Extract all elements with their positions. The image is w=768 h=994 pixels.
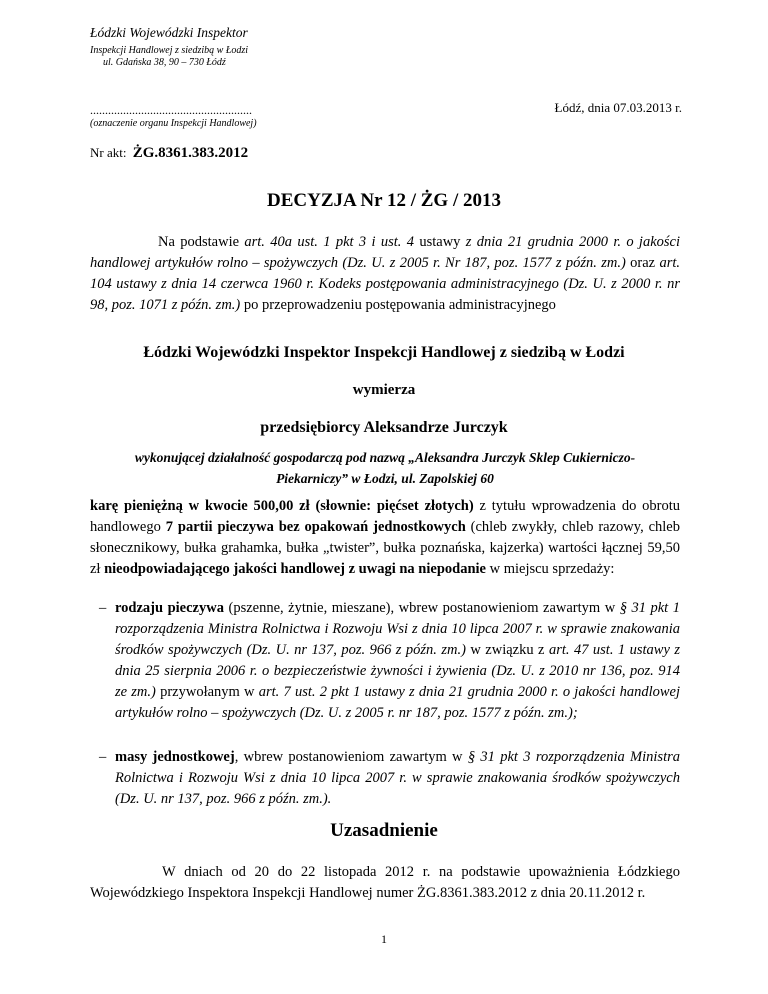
basis-ref-3: art. 104 ustawy z dnia 14 czerwca 1960 r. Kodeks postępowania administracyjnego (Dz. U. z 2000 r. nr 98, poz. 1071 z późn. zm.) <box>90 255 680 313</box>
basis-ref-2: z dnia 21 grudnia 2000 r. o jakości handlowej artykułów rolno – spożywczych (Dz. U. z 2005 r. Nr 187, poz. 1577 z późn. zm.) <box>90 234 680 271</box>
place-date: Łódź, dnia 07.03.2013 r. <box>554 100 682 115</box>
page-number: 1 <box>381 932 387 946</box>
case-number-value: ŻG.8361.383.2012 <box>132 145 249 161</box>
dash-marker: – <box>99 749 107 765</box>
imposes-heading: wymierza <box>352 382 416 398</box>
case-number <box>90 145 248 162</box>
inspector-heading: Łódzki Wojewódzki Inspektor Inspekcji Handlowej z siedzibą w Łodzi <box>143 344 625 361</box>
justification-paragraph: W dniach od 20 do 22 listopada 2012 r. na podstawie upoważnienia Łódzkiego Wojewódzkiego Inspektora Inspekcji Handlowej numer ŻG.8361.383.2012 z dnia 20.11.2012 r. <box>90 864 680 901</box>
legal-basis-paragraph <box>90 232 680 316</box>
justification-heading: Uzasadnienie <box>330 820 438 841</box>
basis-text-3: oraz <box>625 255 660 271</box>
bullet1-ref-1: § 31 pkt 1 rozporządzenia Ministra Rolnictwa i Rozwoju Wsi z dnia 10 lipca 2007 r. w sprawie znakowania środków spożywczych (Dz. U. nr 137, poz. 966 z późn. zm.) <box>115 600 680 658</box>
basis-text-2: ustawy <box>414 234 466 250</box>
bullet2-bold: masy jednostkowej <box>115 749 235 765</box>
bullet1-bold: rodzaju pieczywa <box>115 600 224 616</box>
bullet1-text-2: w związku z <box>465 642 549 658</box>
entrepreneur-heading: przedsiębiorcy Aleksandrze Jurczyk <box>260 419 508 436</box>
penalty-text-1: z tytułu wprowadzenia do obrotu handlowego <box>90 498 680 535</box>
penalty-reason: nieodpowiadającego jakości handlowej z uwagi na niepodanie <box>104 561 486 577</box>
list-item-text <box>115 747 680 810</box>
bullet1-text-3: przywołanym w <box>155 684 259 700</box>
decision-title: DECYZJA Nr 12 / ŻG / 2013 <box>266 190 501 211</box>
business-description: wykonującej działalność gospodarczą pod nazwą „Aleksandra Jurczyk Sklep Cukierniczo-Piekarniczy” w Łodzi, ul. Zapolskiej 60 <box>134 450 636 486</box>
organ-note: (oznaczenie organu Inspekcji Handlowej) <box>90 118 257 129</box>
case-number-label: Nr akt: <box>90 145 127 160</box>
organ-address: ul. Gdańska 38, 90 – 730 Łódź <box>103 57 226 68</box>
penalty-batches: 7 partii pieczywa bez opakowań jednostkowych <box>165 519 466 535</box>
dash-marker: – <box>99 600 107 616</box>
bullet2-text-1: , wbrew postanowieniom zawartym w <box>234 749 468 765</box>
bullet1-ref-2: art. 47 ust. 1 ustawy z dnia 25 sierpnia 2006 r. o bezpieczeństwie żywności i żywienia (Dz. U. z 2010 nr 136, poz. 914 ze zm.) <box>115 642 680 700</box>
penalty-text-3: w miejscu sprzedaży: <box>485 561 615 577</box>
list-item <box>90 598 680 724</box>
organ-dotted-line: ...................................................... <box>90 103 252 117</box>
bullet1-text-1: (pszenne, żytnie, mieszane), wbrew postanowieniom zawartym w <box>223 600 620 616</box>
list-item-text <box>115 598 680 724</box>
bullet2-ref-1: § 31 pkt 3 rozporządzenia Ministra Rolnictwa i Rozwoju Wsi z dnia 10 lipca 2007 r. w sprawie znakowania środków spożywczych (Dz. U. nr 137, poz. 966 z późn. zm.). <box>115 749 680 807</box>
organ-seat: Inspekcji Handlowej z siedzibą w Łodzi <box>90 45 249 56</box>
list-item <box>90 747 680 810</box>
penalty-paragraph <box>90 496 680 580</box>
bullet1-ref-3: art. 7 ust. 2 pkt 1 ustawy z dnia 21 grudnia 2000 r. o jakości handlowej artykułów rolno – spożywczych (Dz. U. z 2005 r. nr 187, poz. 1577 z późn. zm.); <box>115 684 681 721</box>
basis-text-1: Na podstawie <box>158 234 245 250</box>
penalty-text-2: (chleb zwykły, chleb razowy, chleb słonecznikowy, bułka grahamka, bułka „twister”, bułka poznańska, kajzerka) wartości łącznej 59,50 zł <box>90 519 680 577</box>
basis-ref-1: art. 40a ust. 1 pkt 3 i ust. 4 <box>244 234 415 250</box>
basis-text-4: po przeprowadzeniu postępowania administracyjnego <box>240 297 556 313</box>
penalty-amount: karę pieniężną w kwocie 500,00 zł (słownie: pięćset złotych) <box>90 498 474 514</box>
organ-name: Łódzki Wojewódzki Inspektor <box>90 25 248 40</box>
